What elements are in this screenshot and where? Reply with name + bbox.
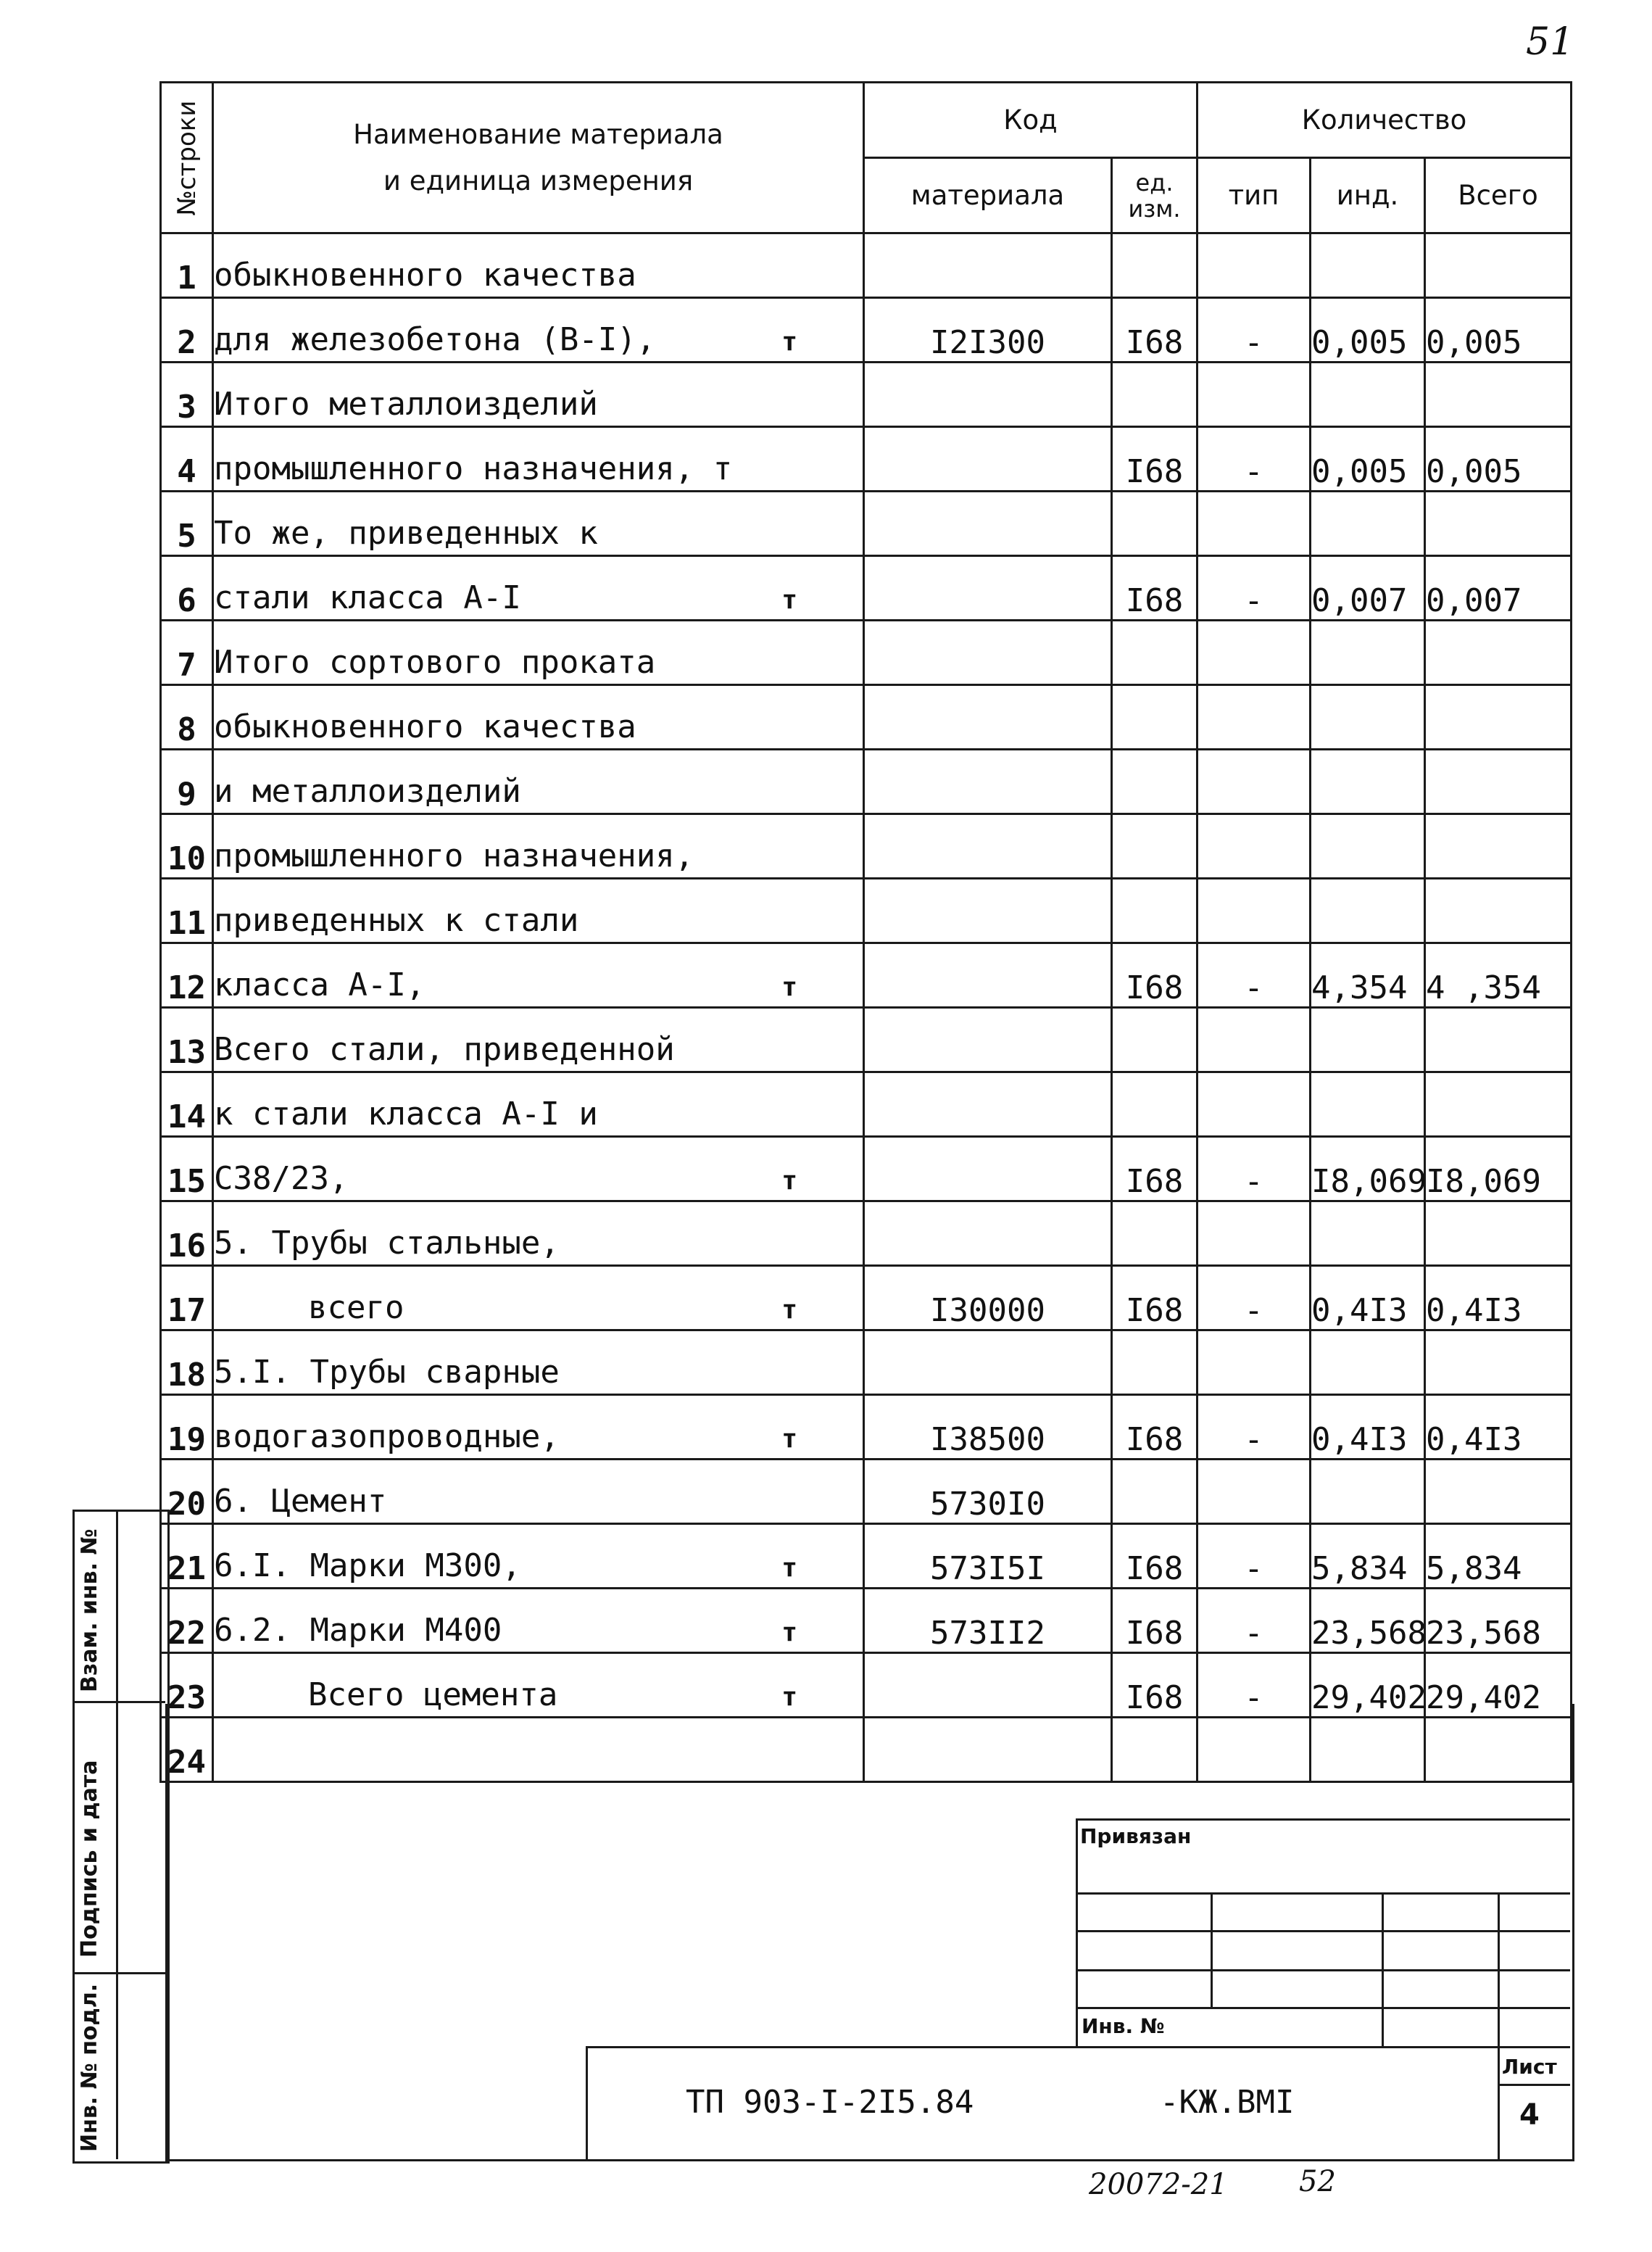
material-name: обыкновенного качества — [213, 233, 864, 298]
qty-type — [1198, 233, 1311, 298]
qty-type: - — [1198, 1395, 1311, 1460]
row-number: 12 — [161, 943, 213, 1008]
footer-number: 52 — [1299, 2165, 1336, 2198]
qty-ind: 5,834 — [1311, 1524, 1425, 1589]
qty-type — [1198, 879, 1311, 943]
qty-type — [1198, 1072, 1311, 1137]
side-stamp-separator — [72, 1701, 165, 1703]
material-code — [864, 943, 1112, 1008]
header-name: Наименование материала и единица измерения — [213, 83, 864, 233]
table-row — [161, 233, 1572, 298]
unit-code — [1112, 1201, 1198, 1266]
unit-mark: т — [781, 972, 797, 1002]
qty-ind — [1311, 1330, 1425, 1395]
qty-ind: 4,354 — [1311, 943, 1425, 1008]
qty-total: 4 ,354 — [1425, 943, 1572, 1008]
material-name: всего т — [213, 1266, 864, 1330]
page-number: 51 — [1526, 20, 1574, 64]
material-name: 5.I. Трубы сварные — [213, 1330, 864, 1395]
row-number: 15 — [161, 1137, 213, 1201]
qty-total — [1425, 621, 1572, 685]
unit-code: I68 — [1112, 1524, 1198, 1589]
qty-ind — [1311, 1201, 1425, 1266]
unit-code — [1112, 814, 1198, 879]
row-number: 8 — [161, 685, 213, 750]
qty-ind — [1311, 750, 1425, 814]
qty-total — [1425, 814, 1572, 879]
row-number: 20 — [161, 1460, 213, 1524]
row-number: 17 — [161, 1266, 213, 1330]
stamp-sheet-number: 4 — [1519, 2098, 1540, 2132]
qty-type: - — [1198, 556, 1311, 621]
qty-ind — [1311, 814, 1425, 879]
unit-code: I68 — [1112, 1589, 1198, 1653]
qty-ind: 29,402 — [1311, 1653, 1425, 1718]
material-name: к стали класса А-I и — [213, 1072, 864, 1137]
unit-code: I68 — [1112, 1395, 1198, 1460]
unit-code — [1112, 621, 1198, 685]
document-mark: -КЖ.ВМI — [1160, 2084, 1295, 2121]
table-row — [161, 1008, 1572, 1072]
qty-total: 0,005 — [1425, 298, 1572, 363]
qty-ind: I8,069 — [1311, 1137, 1425, 1201]
table-row — [161, 621, 1572, 685]
unit-code — [1112, 1072, 1198, 1137]
header-total: Всего — [1425, 158, 1572, 233]
material-code — [864, 879, 1112, 943]
qty-ind — [1311, 1008, 1425, 1072]
table-row — [161, 298, 1572, 363]
row-number: 10 — [161, 814, 213, 879]
unit-mark: т — [781, 1553, 797, 1583]
qty-ind: 0,4I3 — [1311, 1395, 1425, 1460]
unit-code — [1112, 1008, 1198, 1072]
unit-code — [1112, 750, 1198, 814]
qty-total: I8,069 — [1425, 1137, 1572, 1201]
qty-type — [1198, 1008, 1311, 1072]
qty-total — [1425, 1072, 1572, 1137]
qty-type — [1198, 814, 1311, 879]
qty-ind: 23,568 — [1311, 1589, 1425, 1653]
qty-ind: 0,007 — [1311, 556, 1425, 621]
row-number: 14 — [161, 1072, 213, 1137]
side-label-sign-date: Подпись и дата — [77, 1760, 102, 1958]
qty-type — [1198, 363, 1311, 427]
qty-type — [1198, 685, 1311, 750]
qty-type: - — [1198, 1266, 1311, 1330]
table-row — [161, 1460, 1572, 1524]
side-stamp-separator — [72, 1972, 165, 1974]
unit-code: I68 — [1112, 1653, 1198, 1718]
qty-ind — [1311, 621, 1425, 685]
table-row — [161, 814, 1572, 879]
material-name: класса А-I, т — [213, 943, 864, 1008]
row-number: 18 — [161, 1330, 213, 1395]
unit-mark: т — [781, 1424, 797, 1454]
material-name: Всего цемента т — [213, 1653, 864, 1718]
header-unit: ед. изм. — [1112, 158, 1198, 233]
qty-type: - — [1198, 1589, 1311, 1653]
qty-total: 29,402 — [1425, 1653, 1572, 1718]
material-code: I30000 — [864, 1266, 1112, 1330]
table-row — [161, 363, 1572, 427]
qty-total — [1425, 233, 1572, 298]
unit-code: I68 — [1112, 427, 1198, 492]
qty-ind — [1311, 233, 1425, 298]
unit-code: I68 — [1112, 943, 1198, 1008]
qty-ind — [1311, 1072, 1425, 1137]
qty-total: 0,4I3 — [1425, 1395, 1572, 1460]
table-row — [161, 685, 1572, 750]
row-number: 2 — [161, 298, 213, 363]
material-name: для железобетона (В-I), т — [213, 298, 864, 363]
row-number: 21 — [161, 1524, 213, 1589]
table-row — [161, 1072, 1572, 1137]
unit-mark: т — [781, 1618, 797, 1647]
material-code — [864, 1008, 1112, 1072]
qty-total — [1425, 685, 1572, 750]
row-number: 6 — [161, 556, 213, 621]
header-material: материала — [864, 158, 1112, 233]
material-name: 6. Цемент — [213, 1460, 864, 1524]
document-code: ТП 903-I-2I5.84 — [686, 2084, 974, 2121]
table-row — [161, 427, 1572, 492]
table-row — [161, 1201, 1572, 1266]
unit-mark: т — [781, 1682, 797, 1712]
stamp-sheet-label: Лист — [1502, 2055, 1557, 2079]
qty-type: - — [1198, 427, 1311, 492]
qty-total — [1425, 879, 1572, 943]
material-code — [864, 363, 1112, 427]
material-name: обыкновенного качества — [213, 685, 864, 750]
materials-table — [159, 81, 1572, 1783]
material-code — [864, 556, 1112, 621]
unit-code — [1112, 363, 1198, 427]
row-number: 5 — [161, 492, 213, 556]
row-number: 4 — [161, 427, 213, 492]
header-qty-group: Количество — [1198, 83, 1572, 158]
material-code — [864, 492, 1112, 556]
qty-type — [1198, 1201, 1311, 1266]
unit-code — [1112, 685, 1198, 750]
qty-total — [1425, 1460, 1572, 1524]
qty-type: - — [1198, 943, 1311, 1008]
material-code: I2I300 — [864, 298, 1112, 363]
table-row — [161, 556, 1572, 621]
row-number: 16 — [161, 1201, 213, 1266]
material-code: 573II2 — [864, 1589, 1112, 1653]
table-row — [161, 750, 1572, 814]
table-row — [161, 1137, 1572, 1201]
row-number: 9 — [161, 750, 213, 814]
qty-total: 0,005 — [1425, 427, 1572, 492]
material-code — [864, 233, 1112, 298]
table-row — [161, 1266, 1572, 1330]
table-row — [161, 1589, 1572, 1653]
material-name: 6.2. Марки М400 т — [213, 1589, 864, 1653]
table-row — [161, 1524, 1572, 1589]
row-number: 22 — [161, 1589, 213, 1653]
header-ind: инд. — [1311, 158, 1425, 233]
material-code: 5730I0 — [864, 1460, 1112, 1524]
material-name: и металлоизделий — [213, 750, 864, 814]
material-code — [864, 1137, 1112, 1201]
qty-ind — [1311, 363, 1425, 427]
material-name: С38/23, т — [213, 1137, 864, 1201]
row-number: 11 — [161, 879, 213, 943]
unit-code — [1112, 1330, 1198, 1395]
material-name: То же, приведенных к — [213, 492, 864, 556]
qty-ind: 0,4I3 — [1311, 1266, 1425, 1330]
qty-total — [1425, 1201, 1572, 1266]
material-code — [864, 621, 1112, 685]
header-type: тип — [1198, 158, 1311, 233]
qty-total: 5,834 — [1425, 1524, 1572, 1589]
header-code-group: Код — [864, 83, 1198, 158]
material-name: Всего стали, приведенной — [213, 1008, 864, 1072]
row-number: 1 — [161, 233, 213, 298]
qty-ind — [1311, 879, 1425, 943]
side-label-replace-inv: Взам. инв. № — [77, 1528, 102, 1692]
material-name: приведенных к стали — [213, 879, 864, 943]
row-number: 24 — [161, 1718, 213, 1782]
row-number: 19 — [161, 1395, 213, 1460]
side-stamp-divider — [116, 1510, 118, 2159]
table-row — [161, 1330, 1572, 1395]
table-row — [161, 492, 1572, 556]
material-name: 5. Трубы стальные, — [213, 1201, 864, 1266]
qty-type — [1198, 750, 1311, 814]
unit-code — [1112, 1460, 1198, 1524]
qty-total — [1425, 1008, 1572, 1072]
unit-code: I68 — [1112, 556, 1198, 621]
material-name: промышленного назначения, т — [213, 427, 864, 492]
qty-total — [1425, 750, 1572, 814]
order-number: 20072-21 — [1089, 2168, 1228, 2201]
unit-code — [1112, 233, 1198, 298]
qty-total — [1425, 1330, 1572, 1395]
qty-total: 23,568 — [1425, 1589, 1572, 1653]
table-row — [161, 943, 1572, 1008]
unit-code: I68 — [1112, 298, 1198, 363]
material-code: I38500 — [864, 1395, 1112, 1460]
material-code — [864, 750, 1112, 814]
qty-ind: 0,005 — [1311, 298, 1425, 363]
row-number: 7 — [161, 621, 213, 685]
qty-type: - — [1198, 1524, 1311, 1589]
qty-ind — [1311, 492, 1425, 556]
row-number: 13 — [161, 1008, 213, 1072]
unit-code: I68 — [1112, 1137, 1198, 1201]
material-code — [864, 1330, 1112, 1395]
unit-code: I68 — [1112, 1266, 1198, 1330]
unit-code — [1112, 879, 1198, 943]
qty-total: 0,007 — [1425, 556, 1572, 621]
unit-mark: т — [781, 1295, 797, 1325]
material-code — [864, 1072, 1112, 1137]
qty-type: - — [1198, 1137, 1311, 1201]
unit-mark: т — [781, 585, 797, 615]
row-number: 3 — [161, 363, 213, 427]
material-code — [864, 685, 1112, 750]
unit-code — [1112, 492, 1198, 556]
material-code — [864, 1201, 1112, 1266]
unit-mark: т — [781, 327, 797, 357]
qty-type — [1198, 621, 1311, 685]
table-row — [161, 1395, 1572, 1460]
qty-total: 0,4I3 — [1425, 1266, 1572, 1330]
material-code — [864, 814, 1112, 879]
stamp-inv-label: Инв. № — [1082, 2014, 1165, 2038]
qty-type — [1198, 1460, 1311, 1524]
material-name: промышленного назначения, — [213, 814, 864, 879]
qty-type: - — [1198, 298, 1311, 363]
material-name: водогазопроводные, т — [213, 1395, 864, 1460]
qty-type — [1198, 1330, 1311, 1395]
header-row-number: №строки — [161, 83, 213, 233]
material-name: 6.I. Марки М300, т — [213, 1524, 864, 1589]
stamp-attached-label: Привязан — [1080, 1824, 1192, 1848]
qty-ind — [1311, 685, 1425, 750]
material-name: Итого сортового проката — [213, 621, 864, 685]
material-name: Итого металлоизделий — [213, 363, 864, 427]
table-row — [161, 879, 1572, 943]
material-name: стали класса А-I т — [213, 556, 864, 621]
qty-type: - — [1198, 1653, 1311, 1718]
qty-total — [1425, 363, 1572, 427]
unit-mark: т — [781, 1166, 797, 1196]
material-code — [864, 427, 1112, 492]
row-number: 23 — [161, 1653, 213, 1718]
material-code: 573I5I — [864, 1524, 1112, 1589]
qty-type — [1198, 492, 1311, 556]
qty-total — [1425, 492, 1572, 556]
side-label-inv-orig: Инв. № подл. — [77, 1983, 102, 2152]
qty-ind: 0,005 — [1311, 427, 1425, 492]
qty-ind — [1311, 1460, 1425, 1524]
